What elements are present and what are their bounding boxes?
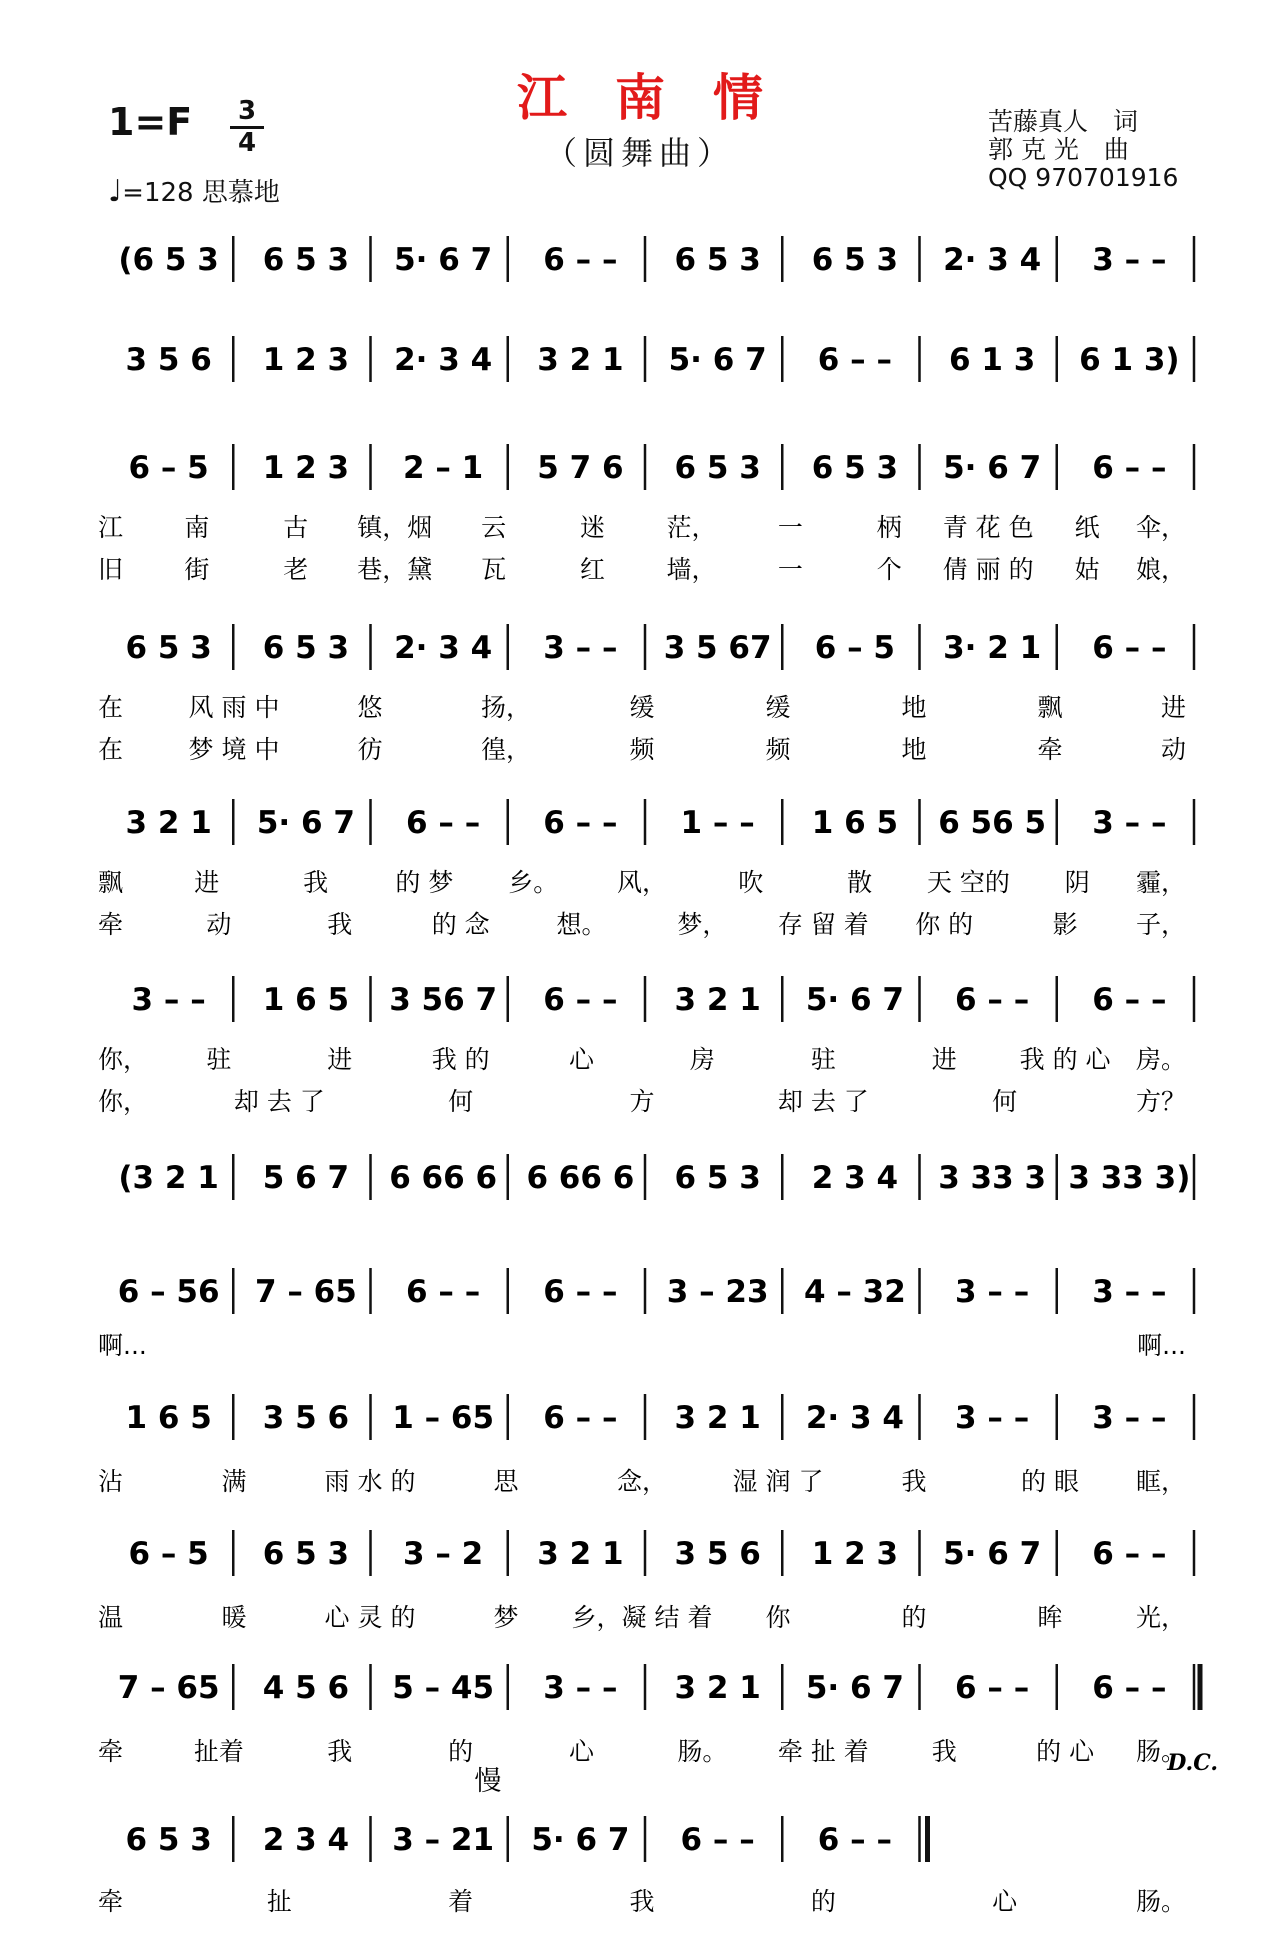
- measure-notes: 6 – –: [1092, 1536, 1167, 1572]
- measure-notes: 1 2 3: [262, 342, 350, 378]
- lyric-word: 房。: [1135, 1045, 1186, 1074]
- lyric-word: 进: [931, 1045, 957, 1074]
- lyric-word: 我: [327, 910, 353, 939]
- lyric-word: 倩 丽 的: [942, 555, 1034, 584]
- measure-notes: 5· 6 7: [805, 982, 904, 1018]
- measure-notes: 5· 6 7: [531, 1822, 630, 1858]
- measure-notes: 6 – 5: [128, 1536, 209, 1572]
- lyric-word: 肠。: [1135, 1737, 1186, 1766]
- lyric-word: 影: [1052, 910, 1078, 939]
- lyric-word: 进: [327, 1045, 353, 1074]
- measure-notes: 6 1 3: [948, 342, 1036, 378]
- measure-notes: 5· 6 7: [668, 342, 767, 378]
- lyric-word: 扬，: [480, 693, 532, 722]
- measure-notes: 3 2 1: [125, 805, 212, 841]
- lyric-word: 却 去 了: [233, 1087, 325, 1116]
- lyric-word: 镇，烟: [357, 513, 433, 542]
- measure-notes: 5· 6 7: [943, 1536, 1042, 1572]
- measure-notes: 3 5 6: [125, 342, 212, 378]
- measure-notes: 3 5 67: [663, 630, 772, 666]
- lyric-word: 啊...: [98, 1331, 147, 1360]
- measure-notes: 6 – –: [543, 982, 618, 1018]
- lyric-word: 房: [689, 1045, 715, 1074]
- lyric-word: 的 心: [1036, 1737, 1095, 1766]
- lyric-word: 扯: [266, 1887, 292, 1916]
- measure-notes: 6 – –: [1092, 630, 1167, 666]
- lyric-word: 南: [184, 513, 210, 542]
- measure-notes: 2 3 4: [811, 1160, 899, 1196]
- lyric-word: 在: [98, 735, 124, 764]
- lyric-word: 的: [810, 1887, 836, 1916]
- lyric-word: 飘: [98, 868, 124, 897]
- lyric-word: 眶，: [1135, 1467, 1186, 1496]
- lyric-word: 巷，黛: [357, 555, 433, 584]
- measure-notes: 4 – 32: [803, 1274, 906, 1310]
- lyric-word: 乡，凝 结 着: [571, 1603, 713, 1632]
- measure-notes: 6 – 56: [117, 1274, 220, 1310]
- measure-notes: 6 5 3: [674, 450, 761, 486]
- measure-notes: 5· 6 7: [805, 1670, 904, 1706]
- lyric-word: 想。: [556, 910, 607, 939]
- measure-notes: 6 5 3: [262, 1536, 350, 1572]
- lyric-word: 思: [493, 1467, 519, 1496]
- lyric-word: 天 空的: [926, 868, 1010, 897]
- measure-notes: 6 – –: [406, 805, 481, 841]
- measure-notes: 3 – –: [543, 1670, 618, 1706]
- lyric-word: 云: [481, 513, 507, 542]
- measure-notes: 3 – –: [955, 1274, 1030, 1310]
- measure-notes: 2 3 4: [262, 1822, 350, 1858]
- lyric-word: 满: [221, 1467, 247, 1496]
- lyric-word: 娘，: [1135, 555, 1186, 584]
- measure-notes: 6 – –: [406, 1274, 481, 1310]
- measure-notes: 1 2 3: [811, 1536, 899, 1572]
- contact-credit: QQ 970701916: [988, 163, 1179, 192]
- time-signature-top: 3: [237, 96, 257, 126]
- key-signature: 1=F: [108, 100, 193, 144]
- measure-notes: 1 6 5: [811, 805, 899, 841]
- measure-notes: 6 – –: [1092, 982, 1167, 1018]
- lyric-word: 频: [765, 735, 791, 764]
- measure-notes: 6 – –: [817, 342, 892, 378]
- measure-notes: 5 – 45: [392, 1670, 495, 1706]
- lyric-word: 纸: [1074, 513, 1100, 542]
- lyric-word: 你 的: [915, 910, 974, 939]
- lyric-word: 红: [580, 555, 606, 584]
- measure-notes: 6 – –: [543, 805, 618, 841]
- measure-notes: 6 5 3: [811, 450, 899, 486]
- measure-notes: 3 2 1: [674, 1400, 761, 1436]
- measure-notes: 3 33 3: [938, 1160, 1047, 1196]
- time-signature-bottom: 4: [237, 128, 257, 158]
- lyric-word: 湿 润 了: [732, 1467, 824, 1496]
- measure-notes: 3 2 1: [674, 982, 761, 1018]
- lyric-word: 啊...: [1137, 1331, 1186, 1360]
- lyric-word: 缓: [765, 693, 791, 722]
- measure-notes: 1 6 5: [125, 1400, 212, 1436]
- lyric-word: 柄: [876, 513, 902, 542]
- lyric-word: 的 眼: [1021, 1467, 1079, 1496]
- measure-notes: 6 5 3: [674, 1160, 761, 1196]
- lyric-word: 方: [629, 1087, 655, 1116]
- measure-notes: 3 – –: [1092, 242, 1167, 278]
- lyric-word: 雨 水 的: [324, 1467, 416, 1496]
- measure-notes: 1 – 65: [392, 1400, 495, 1436]
- lyric-word: 进: [194, 868, 220, 897]
- measure-notes: 3· 2 1: [943, 630, 1042, 666]
- measure-notes: 5· 6 7: [394, 242, 493, 278]
- lyric-word: 动: [206, 910, 232, 939]
- measure-notes: 6 – –: [955, 982, 1030, 1018]
- lyric-word: 老: [283, 555, 309, 584]
- lyric-word: 的: [448, 1737, 474, 1766]
- measure-notes: 3 – –: [131, 982, 206, 1018]
- measure-notes: 5· 6 7: [943, 450, 1042, 486]
- measure-notes: 7 – 65: [254, 1274, 357, 1310]
- lyric-word: 古: [283, 513, 309, 542]
- measure-notes: 2 – 1: [403, 450, 484, 486]
- quarter-note-icon: ♩: [108, 174, 123, 209]
- lyric-word: 散: [847, 868, 873, 897]
- measure-notes: 3 2 1: [537, 342, 624, 378]
- lyric-word: 风 雨 中: [188, 693, 280, 722]
- measure-notes: 6 – –: [680, 1822, 755, 1858]
- lyric-word: 肠。: [1135, 1887, 1186, 1916]
- measure-notes: 3 – –: [543, 630, 618, 666]
- lyric-word: 动: [1160, 735, 1186, 764]
- measure-notes: 3 2 1: [674, 1670, 761, 1706]
- lyric-word: 梦 境 中: [188, 735, 280, 764]
- lyric-word: 何: [992, 1087, 1018, 1116]
- lyric-word: 徨，: [480, 735, 532, 764]
- measure-notes: 3 33 3): [1068, 1160, 1191, 1196]
- lyric-word: 梦，: [677, 910, 728, 939]
- song-subtitle: （圆舞曲）: [544, 134, 735, 172]
- lyric-word: 悠: [357, 693, 383, 722]
- tempo-text: =128 思慕地: [122, 178, 280, 208]
- lyric-word: 着: [448, 1887, 474, 1916]
- lyric-word: 心: [569, 1045, 595, 1074]
- lyric-word: 光，: [1135, 1603, 1186, 1632]
- lyric-word: 江: [98, 513, 124, 542]
- measure-notes: 7 – 65: [117, 1670, 220, 1706]
- lyric-word: 霾，: [1135, 868, 1186, 897]
- measure-notes: 1 6 5: [262, 982, 350, 1018]
- lyric-word: 的: [901, 1603, 927, 1632]
- lyric-word: 的 念: [431, 910, 490, 939]
- measure-notes: 6 5 3: [674, 242, 761, 278]
- lyric-word: 青 花 色: [942, 513, 1034, 542]
- lyric-word: 迷: [580, 513, 606, 542]
- lyric-word: 旧: [98, 555, 124, 584]
- measure-notes: 6 5 3: [262, 630, 350, 666]
- lyric-word: 我: [629, 1887, 655, 1916]
- lyric-word: 存 留 着: [777, 910, 869, 939]
- lyric-word: 我: [931, 1737, 957, 1766]
- measure-notes: 6 – –: [1092, 1670, 1167, 1706]
- measure-notes: 6 – –: [543, 1274, 618, 1310]
- lyric-word: 在: [98, 693, 124, 722]
- lyric-word: 吹: [738, 868, 764, 897]
- lyric-word: 风，: [616, 868, 668, 897]
- lyric-word: 一: [777, 555, 803, 584]
- measure-notes: (3 2 1: [118, 1160, 219, 1196]
- lyric-word: 念，: [616, 1467, 668, 1496]
- lyric-word: 你: [765, 1603, 791, 1632]
- lyric-word: 沾: [98, 1467, 124, 1496]
- lyric-word: 姑: [1074, 555, 1100, 584]
- lyric-word: 瓦: [481, 555, 507, 584]
- lyric-word: 我 的: [431, 1045, 490, 1074]
- lyric-word: 彷: [357, 735, 383, 764]
- measure-notes: (6 5 3: [118, 242, 219, 278]
- measure-notes: 6 – –: [817, 1822, 892, 1858]
- measure-notes: 3 5 6: [262, 1400, 350, 1436]
- lyric-word: 乡。: [508, 868, 559, 897]
- measure-notes: 3 – 2: [403, 1536, 484, 1572]
- measure-notes: 6 5 3: [125, 630, 212, 666]
- lyric-word: 牵 扯 着: [777, 1737, 869, 1766]
- lyric-word: 牵: [98, 910, 124, 939]
- measure-notes: 5· 6 7: [256, 805, 355, 841]
- measure-notes: 1 – –: [680, 805, 755, 841]
- lyricist-credit: 苦藤真人 词: [988, 107, 1139, 136]
- lyric-word: 心: [569, 1737, 595, 1766]
- lyric-word: 我: [327, 1737, 353, 1766]
- measure-notes: 3 – –: [1092, 1400, 1167, 1436]
- lyric-word: 你，: [98, 1045, 149, 1074]
- lyric-word: 阴: [1064, 868, 1090, 897]
- song-title: 江南情: [517, 68, 811, 127]
- lyric-word: 牵: [98, 1737, 124, 1766]
- measure-notes: 3 – –: [955, 1400, 1030, 1436]
- measure-notes: 2· 3 4: [805, 1400, 904, 1436]
- measure-notes: 3 5 6: [674, 1536, 761, 1572]
- measure-notes: 6 66 6: [389, 1160, 498, 1196]
- lyric-word: 我 的 心: [1019, 1045, 1111, 1074]
- measure-notes: 3 – –: [1092, 805, 1167, 841]
- measure-notes: 2· 3 4: [394, 342, 493, 378]
- measure-notes: 3 – –: [1092, 1274, 1167, 1310]
- measure-notes: 6 56 5: [938, 805, 1047, 841]
- lyric-word: 梦: [493, 1603, 519, 1632]
- lyric-word: 一: [777, 513, 803, 542]
- measure-notes: 6 – –: [543, 242, 618, 278]
- measure-notes: 6 – –: [955, 1670, 1030, 1706]
- lyric-word: 扯着: [193, 1737, 244, 1766]
- measure-notes: 2· 3 4: [394, 630, 493, 666]
- lyric-word: 我: [901, 1467, 927, 1496]
- lyric-word: 频: [629, 735, 655, 764]
- lyric-word: 伞，: [1135, 513, 1186, 542]
- lyric-word: 你，: [98, 1087, 149, 1116]
- lyric-word: 地: [901, 735, 927, 764]
- lyric-word: 子，: [1135, 910, 1186, 939]
- measure-notes: 6 5 3: [811, 242, 899, 278]
- lyric-word: 心 灵 的: [324, 1603, 416, 1632]
- measure-notes: 6 – 5: [128, 450, 209, 486]
- lyric-word: 飘: [1037, 693, 1063, 722]
- lyric-word: 何: [448, 1087, 474, 1116]
- lyric-word: 个: [876, 555, 902, 584]
- measure-notes: 1 2 3: [262, 450, 350, 486]
- lyric-word: 驻: [206, 1045, 232, 1074]
- slow-marking: 慢: [474, 1766, 502, 1797]
- measure-notes: 3 – 23: [666, 1274, 769, 1310]
- lyric-word: 缓: [629, 693, 655, 722]
- lyric-word: 眸: [1037, 1603, 1063, 1632]
- lyric-word: 暖: [221, 1603, 247, 1632]
- lyric-word: 进: [1160, 693, 1186, 722]
- composer-credit: 郭 克 光 曲: [988, 135, 1129, 164]
- lyric-word: 牵: [1037, 735, 1063, 764]
- measure-notes: 6 5 3: [262, 242, 350, 278]
- measure-notes: 3 56 7: [389, 982, 498, 1018]
- measure-notes: 4 5 6: [262, 1670, 350, 1706]
- lyric-word: 心: [992, 1887, 1018, 1916]
- lyric-word: 地: [901, 693, 927, 722]
- measure-notes: 5 7 6: [537, 450, 624, 486]
- measure-notes: 3 2 1: [537, 1536, 624, 1572]
- measure-notes: 6 – –: [1092, 450, 1167, 486]
- lyric-word: 驻: [810, 1045, 836, 1074]
- lyric-word: 方？: [1135, 1087, 1186, 1116]
- lyric-word: 却 去 了: [777, 1087, 869, 1116]
- measure-notes: 2· 3 4: [943, 242, 1042, 278]
- measure-notes: 6 – 5: [814, 630, 895, 666]
- measure-notes: 3 – 21: [392, 1822, 495, 1858]
- lyric-word: 街: [184, 555, 210, 584]
- measure-notes: 6 – –: [543, 1400, 618, 1436]
- lyric-word: 墙，: [666, 555, 717, 584]
- measure-notes: 6 5 3: [125, 1822, 212, 1858]
- lyric-word: 牵: [98, 1887, 124, 1916]
- measure-notes: 6 1 3): [1079, 342, 1180, 378]
- lyric-word: 温: [98, 1603, 124, 1632]
- measure-notes: 5 6 7: [262, 1160, 350, 1196]
- lyric-word: 的 梦: [395, 868, 454, 897]
- lyric-word: 我: [303, 868, 329, 897]
- measure-notes: 6 66 6: [526, 1160, 635, 1196]
- lyric-word: 肠。: [677, 1737, 728, 1766]
- dc-marking: D.C.: [1167, 1750, 1218, 1776]
- lyric-word: 茫，: [666, 513, 717, 542]
